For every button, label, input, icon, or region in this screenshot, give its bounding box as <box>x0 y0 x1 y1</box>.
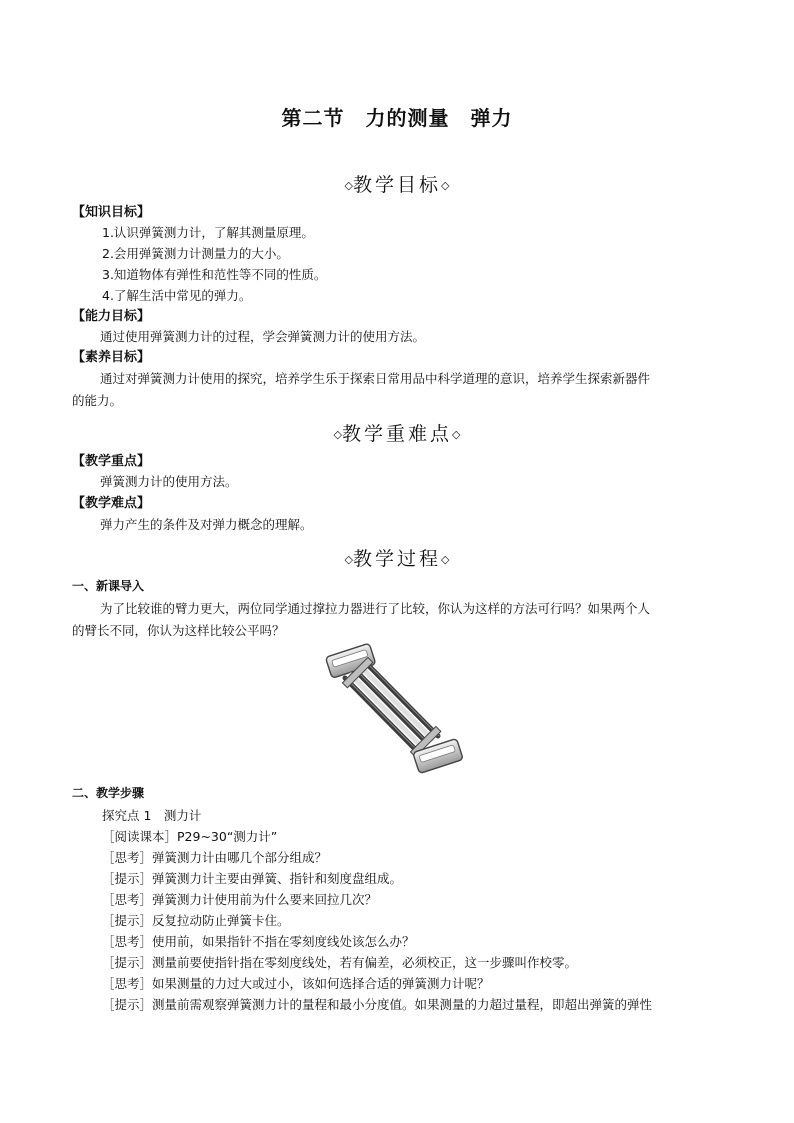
qa-line: ［思考］使用前，如果指针不指在零刻度线处该怎么办？ <box>102 934 415 949</box>
ability-goals-label: 【能力目标】 <box>72 309 151 324</box>
literacy-goals-text: 通过对弹簧测力计使用的探究，培养学生乐于探索日常用品中科学道理的意识，培养学生探索新器件 <box>100 371 651 386</box>
knowledge-goals-label: 【知识目标】 <box>72 205 151 220</box>
diamond-icon: ◇ <box>344 553 353 566</box>
difficulty-text: 弹力产生的条件及对弹力概念的理解。 <box>100 517 313 532</box>
steps-label: 二、教学步骤 <box>72 786 145 800</box>
page-title: 第二节 力的测量 弹力 <box>281 106 513 130</box>
diamond-icon: ◇ <box>344 179 353 192</box>
section-heading-key-points <box>0 419 794 446</box>
knowledge-goal-item: 1.认识弹簧测力计，了解其测量原理。 <box>102 225 314 240</box>
diamond-icon: ◇ <box>452 428 461 441</box>
intro-text: 为了比较谁的臂力更大，两位同学通过撑拉力器进行了比较，你认为这样的方法可行吗？如果两个人 <box>100 601 651 616</box>
explore-point-title: 探究点 1 测力计 <box>102 808 202 823</box>
chest-expander-image <box>320 642 465 777</box>
focus-label: 【教学重点】 <box>72 454 151 469</box>
qa-line: ［思考］如果测量的力过大或过小，该如何选择合适的弹簧测力计呢？ <box>102 976 490 991</box>
section-heading-goals-text: 教学目标 <box>352 174 441 196</box>
knowledge-goal-item: 3.知道物体有弹性和范性等不同的性质。 <box>102 267 327 282</box>
ability-goals-text: 通过使用弹簧测力计的过程，学会弹簧测力计的使用方法。 <box>100 329 426 344</box>
section-heading-process <box>0 544 794 571</box>
qa-line: ［阅读课本］P29~30“测力计” <box>102 829 278 844</box>
knowledge-goal-item: 2.会用弹簧测力计测量力的大小。 <box>102 246 289 261</box>
section-heading-process-text: 教学过程 <box>352 548 441 570</box>
diamond-icon: ◇ <box>441 553 450 566</box>
diamond-icon: ◇ <box>441 179 450 192</box>
qa-line: ［提示］弹簧测力计主要由弹簧、指针和刻度盘组成。 <box>102 871 403 886</box>
knowledge-goal-item: 4.了解生活中常见的弹力。 <box>102 288 252 303</box>
intro-text-cont: 的臂长不同，你认为这样比较公平吗？ <box>72 623 285 638</box>
section-heading-goals <box>0 170 794 197</box>
section-heading-key-points-text: 教学重难点 <box>341 423 452 445</box>
diamond-icon: ◇ <box>333 428 342 441</box>
difficulty-label: 【教学难点】 <box>72 496 151 511</box>
literacy-goals-text-cont: 的能力。 <box>72 393 123 408</box>
intro-label: 一、新课导入 <box>72 579 145 593</box>
qa-line: ［提示］测量前需观察弹簧测力计的量程和最小分度值。如果测量的力超过量程，即超出弹簧的弹性 <box>102 997 653 1012</box>
qa-line: ［思考］弹簧测力计由哪几个部分组成？ <box>102 850 328 865</box>
focus-text: 弹簧测力计的使用方法。 <box>100 474 238 489</box>
qa-line: ［提示］测量前要使指针指在零刻度线处，若有偏差，必须校正，这一步骤叫作校零。 <box>102 955 578 970</box>
literacy-goals-label: 【素养目标】 <box>72 350 151 365</box>
qa-line: ［提示］反复拉动防止弹簧卡住。 <box>102 913 290 928</box>
qa-line: ［思考］弹簧测力计使用前为什么要来回拉几次？ <box>102 892 378 907</box>
